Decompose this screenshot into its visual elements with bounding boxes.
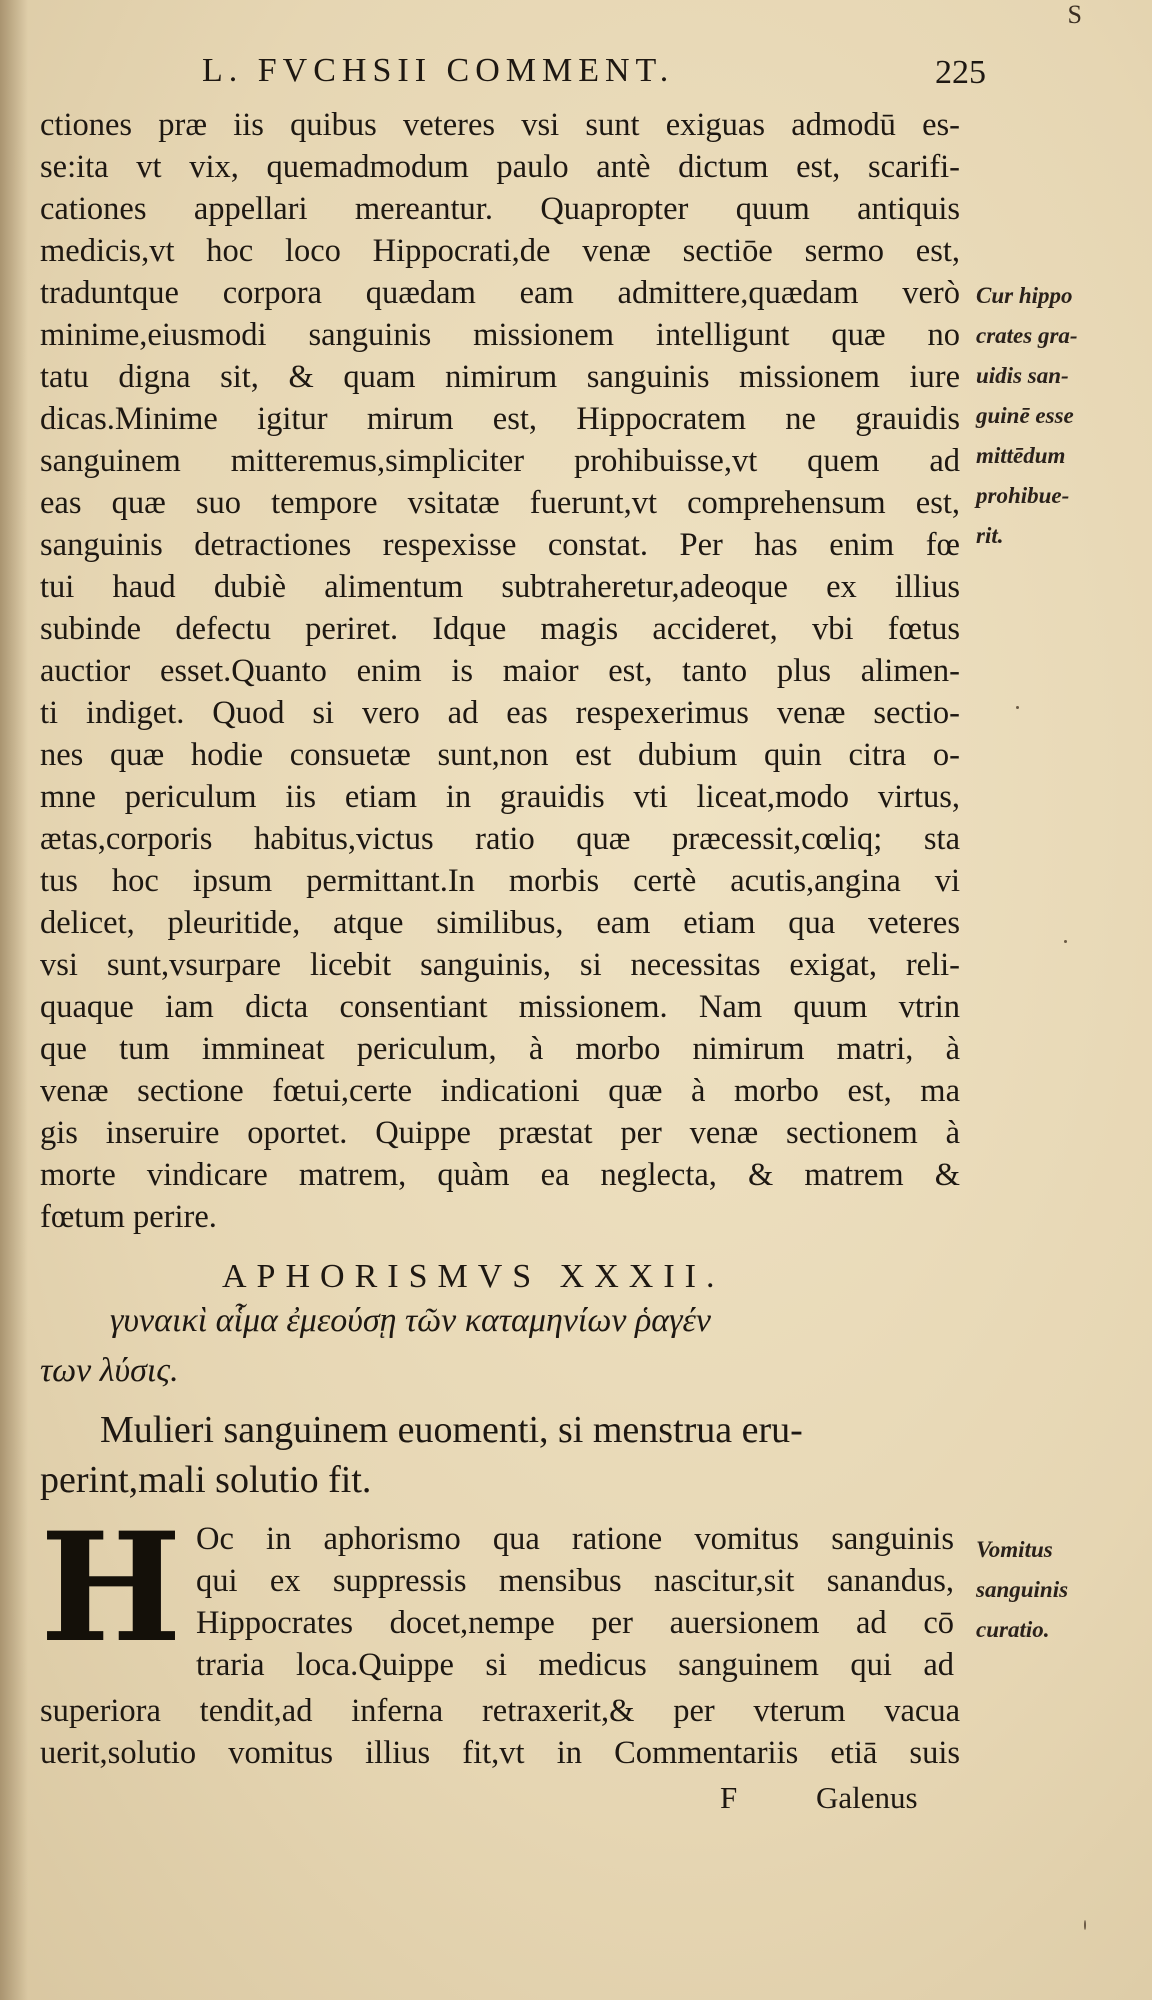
marginal-line: sanguinis bbox=[976, 1577, 1069, 1602]
text-line: minime,eiusmodi sanguinis missionem intelligunt quæ no bbox=[40, 317, 960, 353]
text-line: se:ita vt vix, quemadmodum paulo antè dictum est, scarifi- bbox=[40, 149, 960, 185]
text-line: tus hoc ipsum permittant.In morbis certè acutis,angina vi bbox=[40, 863, 960, 899]
greek-aphorism-line: γυναικὶ αἷμα ἐμεούσῃ τῶν καταμηνίων ῥαγέν bbox=[110, 1302, 712, 1339]
text-line: quaque iam dicta consentiant missionem. Nam quum vtrin bbox=[40, 989, 960, 1025]
text-line: morte vindicare matrem, quàm ea neglecta, & matrem & bbox=[40, 1157, 960, 1193]
marginal-line: Cur hippo bbox=[976, 283, 1073, 308]
text-line: ætas,corporis habitus,victus ratio quæ præcessit,cœliq; sta bbox=[40, 821, 960, 857]
text-line: sanguinis detractiones respexisse constat. Per has enim fœ bbox=[40, 527, 960, 563]
text-line: traria loca.Quippe si medicus sanguinem qui ad bbox=[196, 1647, 954, 1683]
text-line: que tum immineat periculum, à morbo nimirum matri, à bbox=[40, 1031, 960, 1067]
gutter-shadow bbox=[0, 0, 28, 2000]
drop-capital: H bbox=[40, 1500, 178, 1676]
text-line: tatu digna sit, & quam nimirum sanguinis missionem iure bbox=[40, 359, 960, 395]
text-line: superiora tendit,ad inferna retraxerit,& per vterum vacua bbox=[40, 1693, 960, 1729]
main-text-block bbox=[40, 104, 970, 1238]
page-header bbox=[0, 52, 1152, 102]
text-line: tui haud dubiè alimentum subtraheretur,adeoque ex illius bbox=[40, 569, 960, 605]
text-line: subinde defectu periret. Idque magis accideret, vbi fœtus bbox=[40, 611, 960, 647]
latin-aphorism-line: Mulieri sanguinem euomenti, si menstrua eru- bbox=[100, 1409, 803, 1451]
text-line: uerit,solutio vomitus illius fit,vt in Commentariis etiā suis bbox=[40, 1735, 960, 1771]
marginal-line: mittēdum bbox=[976, 443, 1066, 468]
marginal-line: prohibue- bbox=[976, 483, 1070, 508]
text-line: qui ex suppressis mensibus nascitur,sit sanandus, bbox=[196, 1563, 954, 1599]
text-line: eas quæ suo tempore vsitatæ fuerunt,vt comprehensum est, bbox=[40, 485, 960, 521]
text-line: dicas.Minime igitur mirum est, Hippocratem ne grauidis bbox=[40, 401, 960, 437]
marginal-line: curatio. bbox=[976, 1617, 1050, 1642]
paper-speck bbox=[1064, 940, 1067, 943]
text-line: venæ sectione fœtui,certe indicationi quæ à morbo est, ma bbox=[40, 1073, 960, 1109]
paper-speck bbox=[1084, 1920, 1086, 1930]
text-line: fœtum perire. bbox=[40, 1199, 217, 1235]
text-line: vsi sunt,vsurpare licebit sanguinis, si necessitas exigat, reli- bbox=[40, 947, 960, 983]
corner-mark: S bbox=[1067, 0, 1082, 29]
text-line: ctiones præ iis quibus veteres vsi sunt exiguas admodū es- bbox=[40, 107, 960, 143]
aphorism-heading: APHORISMVS XXXII. bbox=[222, 1258, 725, 1295]
text-line: gis inseruire oportet. Quippe præstat per venæ sectionem à bbox=[40, 1115, 960, 1151]
catchword: Galenus bbox=[816, 1780, 918, 1815]
text-line: Hippocrates docet,nempe per auersionem ad cō bbox=[196, 1605, 954, 1641]
text-line: auctior esset.Quanto enim is maior est, tanto plus alimen- bbox=[40, 653, 960, 689]
text-line: ti indiget. Quod si vero ad eas respexerimus venæ sectio- bbox=[40, 695, 960, 731]
text-line: sanguinem mitteremus,simpliciter prohibuisse,vt quem ad bbox=[40, 443, 960, 479]
text-line: nes quæ hodie consuetæ sunt,non est dubium quin citra o- bbox=[40, 737, 960, 773]
signature-mark: F bbox=[720, 1780, 738, 1815]
text-line: traduntque corpora quædam eam admittere,quædam verò bbox=[40, 275, 960, 311]
text-line: Oc in aphorismo qua ratione vomitus sanguinis bbox=[196, 1521, 954, 1557]
marginal-line: Vomitus bbox=[976, 1537, 1053, 1562]
paper-speck bbox=[1016, 706, 1019, 709]
commentary-indented-block bbox=[196, 1518, 956, 1686]
marginal-line: crates gra- bbox=[976, 323, 1078, 348]
marginal-note bbox=[976, 276, 1146, 556]
marginal-line: rit. bbox=[976, 523, 1004, 548]
marginal-line: uidis san- bbox=[976, 363, 1069, 388]
text-line: medicis,vt hoc loco Hippocrati,de venæ sectiōe sermo est, bbox=[40, 233, 960, 269]
marginal-line: guinē esse bbox=[976, 403, 1074, 428]
greek-aphorism-line: των λύσις. bbox=[40, 1352, 179, 1389]
text-line: mne periculum iis etiam in grauidis vti liceat,modo virtus, bbox=[40, 779, 960, 815]
marginal-note bbox=[976, 1530, 1146, 1650]
page-number: 225 bbox=[935, 54, 986, 91]
commentary-block bbox=[40, 1690, 970, 1774]
latin-aphorism-line: perint,mali solutio fit. bbox=[40, 1459, 372, 1501]
text-line: delicet, pleuritide, atque similibus, eam etiam qua veteres bbox=[40, 905, 960, 941]
running-head: L. FVCHSII COMMENT. bbox=[202, 52, 675, 89]
text-line: cationes appellari mereantur. Quapropter quum antiquis bbox=[40, 191, 960, 227]
